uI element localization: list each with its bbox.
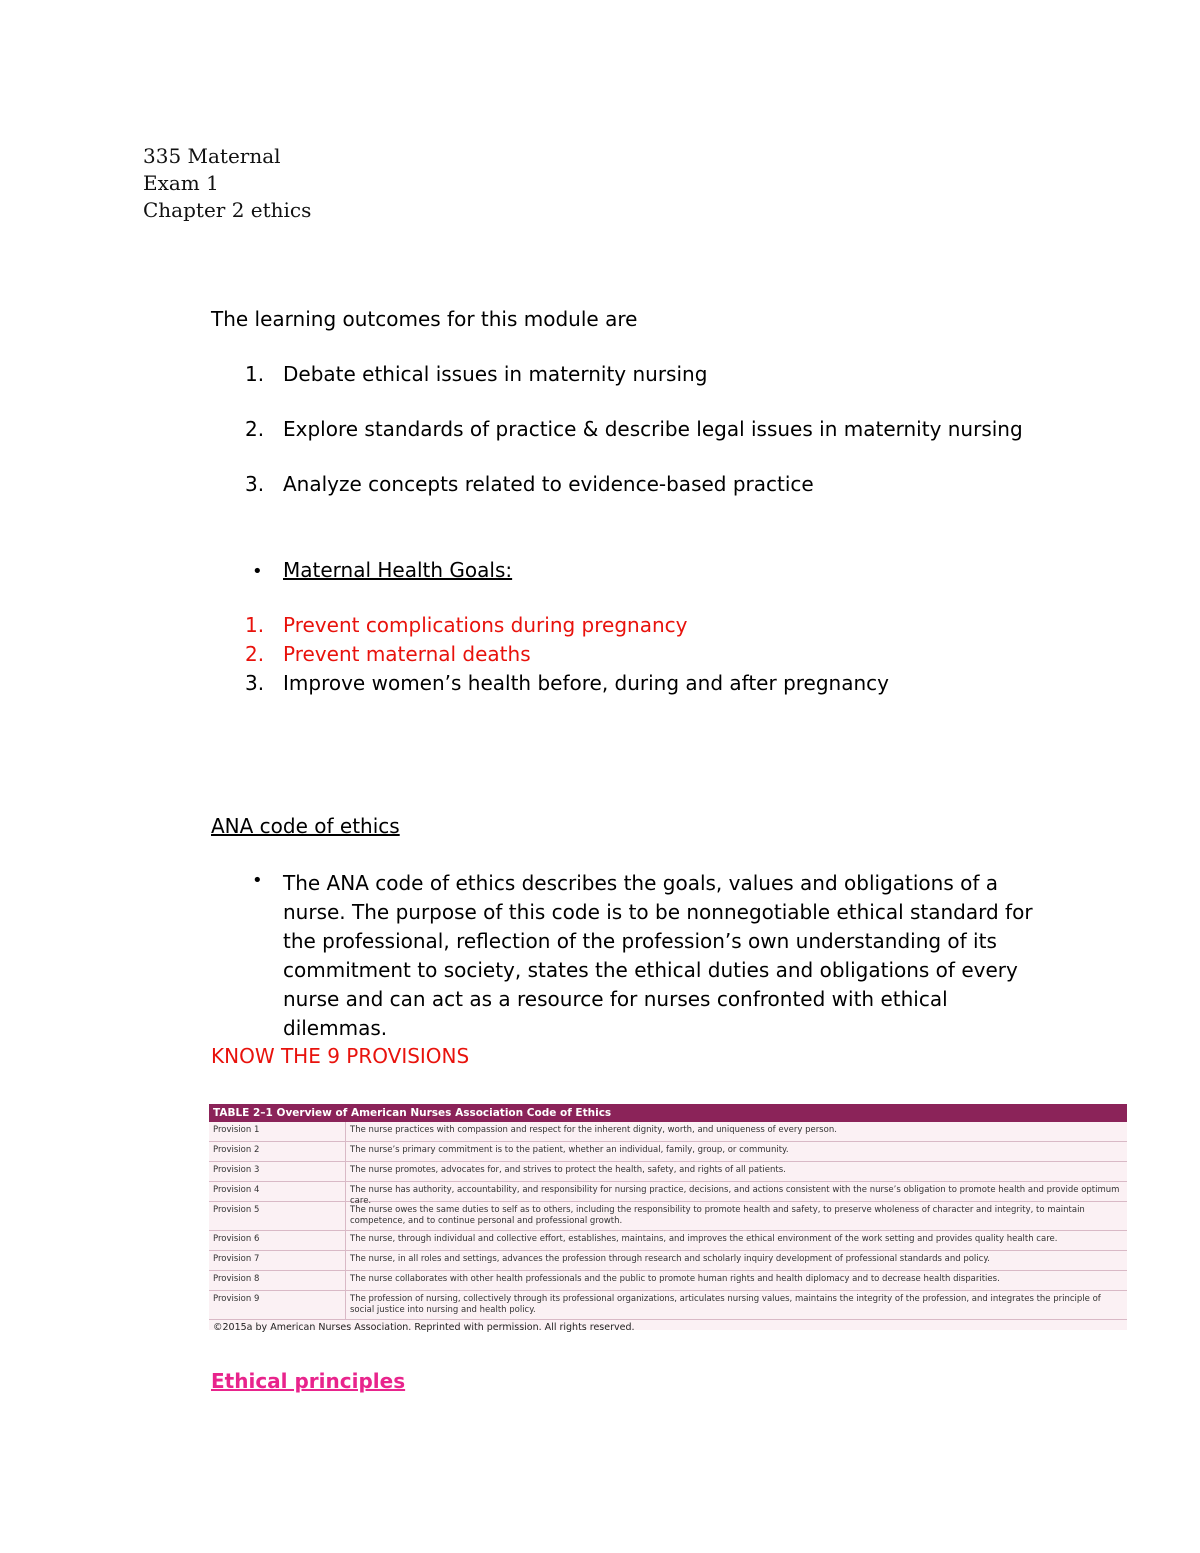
provision-label: Provision 8 [213,1274,260,1284]
provision-text: The profession of nursing, collectively through its professional organizations, articulates nursing values, maintains the integrity of the profession, and integrates the principle of social justice into nursing and health policy. [350,1294,1101,1315]
provision-label: Provision 9 [213,1294,260,1304]
table-row [209,1142,1127,1162]
provision-label: Provision 7 [213,1254,260,1264]
table-row [209,1202,1127,1231]
provision-label: Provision 1 [213,1125,260,1135]
ana-heading: ANA code of ethics [211,814,400,838]
ana-provisions-table [209,1104,1127,1333]
provision-label: Provision 3 [213,1165,260,1175]
table-row [209,1122,1127,1142]
goal-text: Prevent maternal deaths [283,642,531,666]
outcome-text: Debate ethical issues in maternity nursing [283,362,708,386]
table-row [209,1231,1127,1251]
course-title: 335 Maternal [143,144,281,168]
table-footer: ©2015a by American Nurses Association. Reprinted with permission. All rights reserved. [213,1322,635,1333]
table-row [209,1251,1127,1271]
ethical-principles-heading: Ethical principles [211,1369,406,1393]
table-row [209,1291,1127,1320]
doc-header [143,143,311,224]
goal-number: 2. [245,642,265,666]
provision-text: The nurse, in all roles and settings, advances the profession through research and scholarly inquiry development of professional standards and policy. [350,1254,990,1264]
outcome-number: 2. [245,417,265,441]
provision-text: The nurse owes the same duties to self as to others, including the responsibility to promote health and safety, to preserve wholeness of character and integrity, to maintain competence, and to continue personal and professional growth. [350,1205,1085,1226]
outcome-text: Explore standards of practice & describe legal issues in maternity nursing [283,417,1023,441]
goal-number: 1. [245,613,265,637]
provision-label: Provision 2 [213,1145,260,1155]
outcome-text: Analyze concepts related to evidence-based practice [283,472,814,496]
table-row [209,1182,1127,1206]
exam-title: Exam 1 [143,171,219,195]
table-row [209,1271,1127,1291]
provision-label: Provision 6 [213,1234,260,1244]
goal-number: 3. [245,671,265,695]
outcome-number: 1. [245,362,265,386]
provision-text: The nurse practices with compassion and respect for the inherent dignity, worth, and uniqueness of every person. [350,1125,837,1135]
chapter-title: Chapter 2 ethics [143,198,312,222]
ana-paragraph: The ANA code of ethics describes the goals, values and obligations of a nurse. The purpose of this code is to be nonnegotiable ethical standard for the professional, reflection of the profession’s own understanding of its commitment to society, states the ethical duties and obligations of every nurse and can act as a resource for nurses confronted with ethical dilemmas. [283,871,1033,1040]
outcome-number: 3. [245,472,265,496]
goal-text: Improve women’s health before, during and after pregnancy [283,671,889,695]
table-row [209,1162,1127,1182]
know-provisions: KNOW THE 9 PROVISIONS [211,1044,470,1068]
goals-heading: Maternal Health Goals: [283,558,513,582]
provision-text: The nurse promotes, advocates for, and strives to protect the health, safety, and rights of all patients. [350,1165,786,1175]
provision-label: Provision 4 [213,1185,260,1195]
bullet-icon: • [252,561,263,582]
outcomes-intro: The learning outcomes for this module are [211,307,638,331]
provision-text: The nurse, through individual and collective effort, establishes, maintains, and improves the ethical environment of the work setting and provides quality health care. [350,1234,1058,1244]
provision-label: Provision 5 [213,1205,260,1215]
goal-text: Prevent complications during pregnancy [283,613,688,637]
provision-text: The nurse’s primary commitment is to the patient, whether an individual, family, group, or community. [350,1145,789,1155]
provision-text: The nurse collaborates with other health professionals and the public to promote human rights and health diplomacy and to decrease health disparities. [350,1274,1000,1284]
bullet-icon: • [252,870,263,891]
provision-text: The nurse has authority, accountability, and responsibility for nursing practice, decisions, and actions consistent with the nurse’s obligation to promote health and provide optimum care. [350,1185,1120,1206]
table-title: TABLE 2–1 Overview of American Nurses Association Code of Ethics [209,1104,1127,1122]
